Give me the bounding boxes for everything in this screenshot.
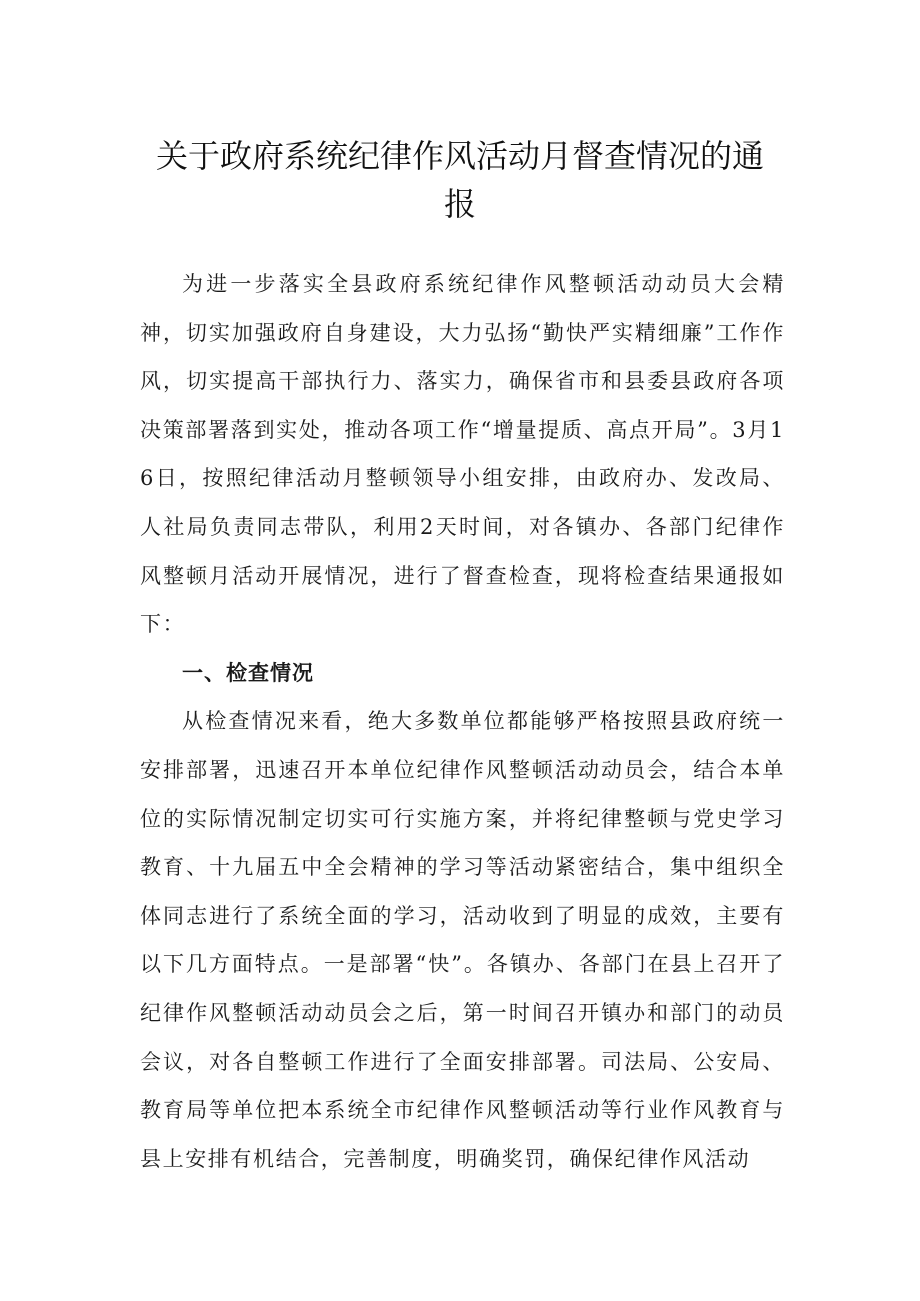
intro-paragraph: 为进一步落实全县政府系统纪律作风整顿活动动员大会精神，切实加强政府自身建设，大力弘扬“勤快严实精细廉”工作作风，切实提高干部执行力、落实力，确保省市和县委县政府各项决策部署落到实处，推动各项工作“增量提质、高点开局”。3月16日，按照纪律活动月整顿领导小组安排，由政府办、发改局、人社局负责同志带队，利用2天时间，对各镇办、各部门纪律作风整顿月活动开展情况，进行了督查检查，现将检查结果通报如下： <box>140 272 785 637</box>
document-title <box>140 132 780 228</box>
inspection-paragraph: 从检查情况来看，绝大多数单位都能够严格按照县政府统一安排部署，迅速召开本单位纪律作风整顿活动动员会，结合本单位的实际情况制定切实可行实施方案，并将纪律整顿与党史学习教育、十九届五中全会精神的学习等活动紧密结合，集中组织全体同志进行了系统全面的学习，活动收到了明显的成效，主要有以下几方面特点。一是部署“快”。各镇办、各部门在县上召开了纪律作风整顿活动动员会之后，第一时间召开镇办和部门的动员会议，对各自整顿工作进行了全面安排部署。司法局、公安局、教育局等单位把本系统全市纪律作风整顿活动等行业作风教育与县上安排有机结合，完善制度，明确奖罚，确保纪律作风活动 <box>140 709 785 1171</box>
title-line-1: 关于政府系统纪律作风活动月督查情况的通 <box>155 137 764 175</box>
title-line-2: 报 <box>443 185 476 223</box>
document-body <box>140 260 785 1183</box>
section-heading-inspection: 一、检查情况 <box>182 660 314 685</box>
